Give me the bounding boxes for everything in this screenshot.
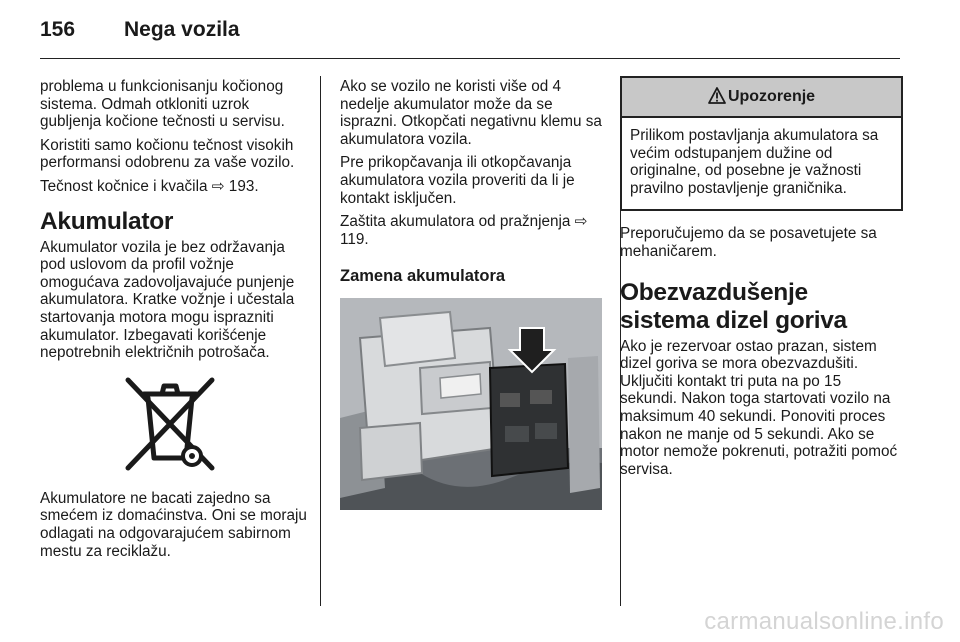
subheading-zamena-akumulatora: Zamena akumulatora	[340, 267, 506, 286]
warning-text: Prilikom postavljanja akumulatora sa većim odstupanjem dužine od originalne, od posebne je važnosti pravilno postavljenje graničnika.	[630, 127, 879, 197]
battery-photo	[340, 298, 602, 510]
column-2	[340, 78, 606, 510]
section-heading-obezvazdusenje: Obezvazdušenje sistema dizel goriva	[620, 278, 847, 334]
paragraph: Pre prikopčavanja ili otkopčavanja akumulatora vozila proveriti da li je kontakt isključen.	[340, 154, 575, 207]
paragraph: Akumulator vozila je bez održavanja pod uslovom da profil vožnje omogućava zadovoljavajuće punjenje akumulatora. Kratke vožnje i učestala startovanja motora mogu isprazniti akumulator. Izbegavati korišćenje nepotrebnih električnih potrošača.	[40, 238, 295, 362]
warning-box	[620, 76, 903, 211]
paragraph: Koristiti samo kočionu tečnost visokih performansi odobrenu za vaše vozilo.	[40, 136, 295, 172]
cross-reference-paragraph: Tečnost kočnice i kvačila ⇨ 193.	[40, 177, 259, 195]
cross-reference-paragraph: Zaštita akumulatora od pražnjenja ⇨ 119.	[340, 213, 588, 248]
column-3	[620, 78, 902, 484]
watermark: carmanualsonline.info	[704, 608, 944, 635]
paragraph: Preporučujemo da se posavetujete sa mehaničarem.	[620, 225, 877, 260]
warning-triangle-icon	[708, 87, 726, 104]
page-number: 156	[40, 18, 76, 41]
header-divider	[40, 58, 900, 59]
crossed-out-bin-icon	[120, 372, 220, 472]
page-title: Nega vozila	[124, 18, 240, 41]
warning-title: Upozorenje	[727, 88, 816, 105]
section-heading-akumulator: Akumulator	[40, 207, 174, 235]
column-divider-1	[320, 76, 321, 606]
column-1	[40, 78, 308, 566]
paragraph: problema u funkcionisanju kočionog sistema. Odmah otkloniti uzrok gubljenja kočione tečnosti u servisu.	[40, 78, 285, 131]
paragraph: Ako se vozilo ne koristi više od 4 nedelje akumulator može da se isprazni. Otkopčati negativnu klemu sa akumulatora vozila.	[340, 78, 602, 148]
warning-header	[622, 78, 901, 118]
paragraph: Akumulatore ne bacati zajedno sa smećem iz domaćinstva. Oni se moraju odlagati na odgovarajućem sabirnom mestu za reciklažu.	[40, 489, 307, 560]
paragraph: Ako je rezervoar ostao prazan, sistem dizel goriva se mora obezvazdušiti. Uključiti kontakt tri puta na po 15 sekundi. Nakon toga startovati vozilo na maksimum 40 sekundi. Ponoviti proces nakon ne manje od 5 sekundi. Ako se motor nemože pokrenuti, potražiti pomoć servisa.	[620, 337, 898, 478]
